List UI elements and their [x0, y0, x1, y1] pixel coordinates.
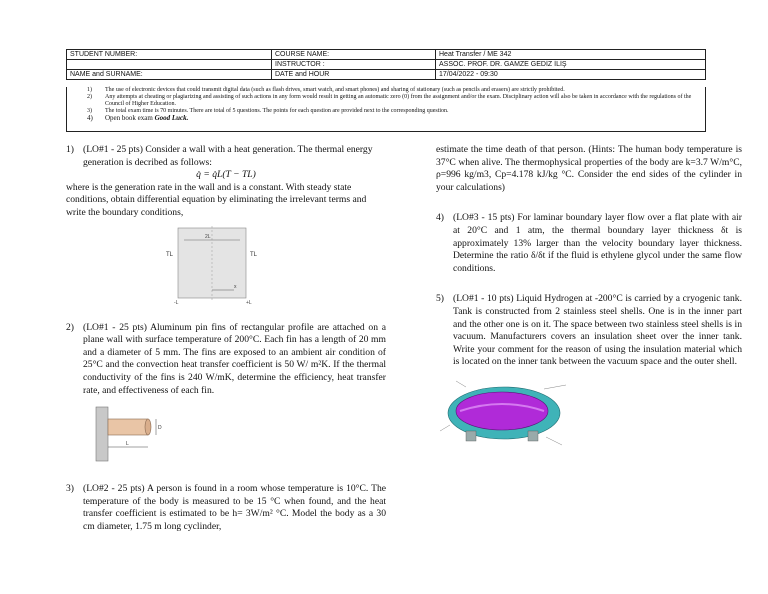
pin-fin-diagram	[66, 401, 386, 465]
right-temp-label: TL	[250, 251, 258, 258]
question-number: 2)	[66, 321, 74, 333]
student-number-blank	[67, 60, 272, 70]
rule-text: Any attempts at cheating or plagiarizing and assisting of such actions in any form would result in getting an automatic zero (0) from the assignment and/or the exam. Disciplinary action will also be taken in accordance with the regulations of the Council of Higher Education.	[105, 94, 692, 107]
rule-number: 3)	[87, 108, 92, 114]
fin-length-label: L	[126, 441, 129, 448]
question-3-text: (LO#2 - 25 pts) A person is found in a room whose temperature is 10°C. The temperature of the body is measured to be 15 °C when found, and the heat transfer coefficient is estimated to be h= 3W/m² °C. Model the body as a 30 cm diameter, 1.75 m long cyclinder,	[83, 483, 386, 532]
course-name-value: Heat Transfer / ME 342	[436, 50, 706, 60]
bottom-left-label: -L	[174, 299, 179, 304]
question-1	[66, 144, 386, 220]
question-1-equation: q̇ = q̇L(T − TL)	[196, 169, 256, 181]
good-luck-text: Good Luck.	[154, 114, 189, 122]
question-number: 3)	[66, 483, 74, 495]
rule-item	[67, 94, 705, 108]
question-4-text: (LO#3 - 15 pts) For laminar boundary layer flow over a flat plate with air at 20°C and 1 atm, the thermal boundary layer thickness δt is approximately 13% larger than the velocity boundary layer thickness. Determine the ratio δ/δt if the fluid is ethylene glycol under the same flow conditions.	[453, 212, 742, 274]
date-hour-label: DATE and HOUR	[272, 70, 436, 80]
question-number: 1)	[66, 144, 74, 155]
right-column	[436, 144, 742, 455]
course-name-label: COURSE NAME:	[272, 50, 436, 60]
rule-number: 4)	[87, 114, 93, 122]
rule-text: Open book exam	[105, 114, 153, 122]
date-hour-value: 17/04/2022 - 09:30	[436, 70, 706, 80]
instructor-value: ASSOC. PROF. DR. GAMZE GEDİZ İLİŞ	[436, 60, 706, 70]
wall-diagram	[66, 224, 386, 304]
question-1-after: where is the generation rate in the wall and is a constant. With steady state conditions, obtain differential equation by eliminating the irrelevant terms and write the boundary conditions,	[66, 181, 367, 218]
question-number: 5)	[436, 293, 444, 305]
question-3	[66, 483, 386, 533]
exam-rules	[66, 87, 706, 132]
left-temp-label: TL	[166, 251, 174, 258]
rule-number: 1)	[87, 87, 92, 93]
question-5	[436, 293, 742, 369]
wall-width-label: 2L	[205, 233, 211, 240]
rule-number: 2)	[87, 94, 92, 100]
question-2-text: (LO#1 - 25 pts) Aluminum pin fins of rectangular profile are attached on a plane wall with surface temperature of 200°C. Each fin has a length of 20 mm and a diameter of 5 mm. The fins are exposed to an ambient air condition of 25°C and the convection heat transfer coefficient is 50 W/ m²K. If the thermal conductivity of the fins is 240 W/mK, determine the efficiency, heat transfer rate, and effectiveness of each fin.	[83, 321, 386, 396]
x-axis-label: x	[234, 283, 237, 290]
header-table	[66, 49, 706, 80]
question-4	[436, 212, 742, 275]
rule-item	[67, 87, 705, 94]
name-surname-label: NAME and SURNAME:	[67, 70, 272, 80]
student-number-label: STUDENT NUMBER:	[67, 50, 272, 60]
rule-text: The total exam time is 70 minutes. There are total of 5 questions. The points for each question are provided next to the corresponding question.	[105, 108, 449, 114]
instructor-label: INSTRUCTOR :	[272, 60, 436, 70]
bottom-right-label: +L	[246, 299, 252, 304]
fin-diameter-label: D	[158, 425, 162, 432]
rule-text: The use of electronic devices that could transmit digital data (such as flash drives, smart watch, and smart phones) and sharing of stationary (such as pencils and erasers) are strictly prohibited.	[105, 87, 565, 93]
question-5-text: (LO#1 - 10 pts) Liquid Hydrogen at -200°C is carried by a cryogenic tank. Tank is constructed from 2 stainless steel shells. One is in the inner part and the other one is on it. The space between two stainless steel shells is in vacuum. Manufacturers covers an insulation sheet over the inner tank. Write your comment for the reason of using the insulation material which is located on the inner tank between the vacuum space and the outer shell.	[453, 293, 742, 368]
question-1-text: (LO#1 - 25 pts) Consider a wall with a heat generation. The thermal energy generation is decribed as follows:	[83, 144, 373, 168]
rule-item	[67, 115, 705, 122]
question-number: 4)	[436, 212, 444, 224]
question-3-continued: estimate the time death of that person. (Hints: The human body temperature is 37°C when alive. The thermophysical properties of the body are k=3.7 W/m°C, ρ=996 kg/m3, Cp=4.178 kJ/kg °C. Consider the end sides of the cylinder in your calculations)	[436, 144, 742, 193]
question-2	[66, 322, 386, 398]
cryogenic-tank-diagram	[436, 375, 742, 455]
left-column	[66, 144, 386, 534]
